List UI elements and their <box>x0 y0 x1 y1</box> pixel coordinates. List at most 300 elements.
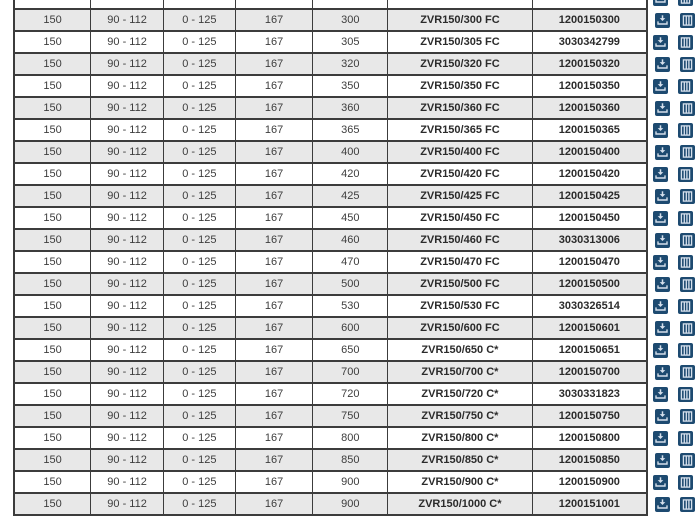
datasheet-button[interactable] <box>680 101 695 116</box>
table-row <box>14 207 699 229</box>
cell-product-name: ZVR150/360 FC <box>388 97 533 119</box>
cell-pressure-range: 90 - 112 <box>91 251 164 273</box>
cell-dn: 150 <box>14 493 91 515</box>
download-icon <box>655 189 670 204</box>
datasheet-button[interactable] <box>678 211 693 226</box>
cell-length: 167 <box>235 493 313 515</box>
row-actions <box>647 339 699 361</box>
cell-temperature-range: 0 - 125 <box>163 427 235 449</box>
datasheet-button[interactable] <box>678 475 693 490</box>
download-button[interactable] <box>655 101 670 116</box>
download-icon <box>653 167 668 182</box>
cell-temperature-range: 0 - 125 <box>163 273 235 295</box>
datasheet-icon <box>678 0 693 6</box>
datasheet-button[interactable] <box>678 431 693 446</box>
cell-size: 600 <box>313 317 388 339</box>
cell-pressure-range: 90 - 112 <box>91 9 164 31</box>
cell-article-number: 1200150320 <box>532 53 647 75</box>
download-button[interactable] <box>655 13 670 28</box>
cell-dn: 150 <box>14 141 91 163</box>
cell-product-name: ZVR150/750 C* <box>388 405 533 427</box>
cell-product-name: ZVR150/420 FC <box>388 163 533 185</box>
download-icon <box>653 299 668 314</box>
cell-dn: 150 <box>14 119 91 141</box>
table-row <box>14 185 699 207</box>
download-button[interactable] <box>655 409 670 424</box>
row-actions <box>647 0 699 9</box>
cell-article-number: 1200150360 <box>532 97 647 119</box>
table-row <box>14 229 699 251</box>
product-table-body <box>14 0 699 515</box>
cell-product-name: ZVR150/450 FC <box>388 207 533 229</box>
datasheet-button[interactable] <box>680 497 695 512</box>
download-icon <box>653 387 668 402</box>
table-row <box>14 251 699 273</box>
datasheet-button[interactable] <box>678 79 693 94</box>
download-icon <box>653 475 668 490</box>
cell-article-number: 1200150800 <box>532 427 647 449</box>
datasheet-icon <box>680 277 695 292</box>
cell-size: 400 <box>313 141 388 163</box>
row-actions <box>647 361 699 383</box>
cell-article-number: 1200151001 <box>532 493 647 515</box>
cell-dn: 150 <box>14 405 91 427</box>
cell-pressure-range <box>91 0 164 9</box>
download-button[interactable] <box>653 0 668 6</box>
cell-dn: 150 <box>14 273 91 295</box>
cell-dn: 150 <box>14 163 91 185</box>
cell-article-number: 1200150365 <box>532 119 647 141</box>
cell-size: 530 <box>313 295 388 317</box>
download-icon <box>653 35 668 50</box>
table-row <box>14 361 699 383</box>
cell-pressure-range: 90 - 112 <box>91 405 164 427</box>
cell-temperature-range <box>163 0 235 9</box>
cell-length: 167 <box>235 251 313 273</box>
cell-product-name: ZVR150/350 FC <box>388 75 533 97</box>
cell-temperature-range: 0 - 125 <box>163 383 235 405</box>
cell-size: 320 <box>313 53 388 75</box>
cell-dn: 150 <box>14 383 91 405</box>
table-row <box>14 53 699 75</box>
datasheet-icon <box>680 409 695 424</box>
table-row <box>14 295 699 317</box>
table-row <box>14 9 699 31</box>
table-row <box>14 163 699 185</box>
datasheet-button[interactable] <box>680 189 695 204</box>
cell-size: 500 <box>313 273 388 295</box>
table-row <box>14 339 699 361</box>
download-button[interactable] <box>655 277 670 292</box>
cell-temperature-range: 0 - 125 <box>163 405 235 427</box>
datasheet-icon <box>678 123 693 138</box>
row-actions <box>647 449 699 471</box>
cell-length: 167 <box>235 97 313 119</box>
cell-length: 167 <box>235 53 313 75</box>
cell-length: 167 <box>235 229 313 251</box>
row-actions <box>647 229 699 251</box>
cell-size: 700 <box>313 361 388 383</box>
cell-article-number: 1200150300 <box>532 9 647 31</box>
download-button[interactable] <box>655 145 670 160</box>
datasheet-icon <box>678 255 693 270</box>
datasheet-icon <box>678 431 693 446</box>
download-icon <box>655 101 670 116</box>
cell-temperature-range: 0 - 125 <box>163 207 235 229</box>
cell-size: 300 <box>313 9 388 31</box>
cell-product-name: ZVR150/460 FC <box>388 229 533 251</box>
cell-article-number: 1200150750 <box>532 405 647 427</box>
cell-size: 350 <box>313 75 388 97</box>
cell-length: 167 <box>235 317 313 339</box>
cell-product-name: ZVR150/800 C* <box>388 427 533 449</box>
cell-pressure-range: 90 - 112 <box>91 427 164 449</box>
cell-product-name: ZVR150/900 C* <box>388 471 533 493</box>
datasheet-icon <box>678 211 693 226</box>
cell-product-name: ZVR150/365 FC <box>388 119 533 141</box>
download-button[interactable] <box>655 365 670 380</box>
row-actions <box>647 251 699 273</box>
cell-temperature-range: 0 - 125 <box>163 471 235 493</box>
cell-product-name: ZVR150/530 FC <box>388 295 533 317</box>
download-icon <box>655 57 670 72</box>
cell-product-name: ZVR150/850 C* <box>388 449 533 471</box>
datasheet-button[interactable] <box>680 233 695 248</box>
cell-length: 167 <box>235 427 313 449</box>
cell-dn: 150 <box>14 31 91 53</box>
table-row <box>14 119 699 141</box>
datasheet-button[interactable] <box>678 0 693 6</box>
cell-article-number <box>532 0 647 9</box>
download-icon <box>655 13 670 28</box>
row-actions <box>647 163 699 185</box>
cell-length: 167 <box>235 449 313 471</box>
download-button[interactable] <box>653 343 668 358</box>
cell-size <box>313 0 388 9</box>
cell-length <box>235 0 313 9</box>
datasheet-button[interactable] <box>678 123 693 138</box>
row-actions <box>647 75 699 97</box>
datasheet-button[interactable] <box>678 35 693 50</box>
cell-pressure-range: 90 - 112 <box>91 317 164 339</box>
cell-dn: 150 <box>14 427 91 449</box>
table-row <box>14 383 699 405</box>
cell-length: 167 <box>235 405 313 427</box>
cell-pressure-range: 90 - 112 <box>91 383 164 405</box>
cell-size: 365 <box>313 119 388 141</box>
cell-pressure-range: 90 - 112 <box>91 339 164 361</box>
cell-article-number: 1200150900 <box>532 471 647 493</box>
cell-temperature-range: 0 - 125 <box>163 141 235 163</box>
cell-temperature-range: 0 - 125 <box>163 295 235 317</box>
table-row <box>14 273 699 295</box>
cell-product-name: ZVR150/320 FC <box>388 53 533 75</box>
cell-article-number: 3030326514 <box>532 295 647 317</box>
row-actions <box>647 317 699 339</box>
cell-length: 167 <box>235 141 313 163</box>
cell-dn: 150 <box>14 97 91 119</box>
download-icon <box>655 233 670 248</box>
cell-temperature-range: 0 - 125 <box>163 339 235 361</box>
cell-dn: 150 <box>14 471 91 493</box>
cell-product-name: ZVR150/600 FC <box>388 317 533 339</box>
cell-product-name: ZVR150/470 FC <box>388 251 533 273</box>
datasheet-button[interactable] <box>680 57 695 72</box>
cell-pressure-range: 90 - 112 <box>91 449 164 471</box>
table-row <box>14 141 699 163</box>
cell-pressure-range: 90 - 112 <box>91 53 164 75</box>
cell-temperature-range: 0 - 125 <box>163 163 235 185</box>
download-button[interactable] <box>655 321 670 336</box>
cell-size: 800 <box>313 427 388 449</box>
cell-dn: 150 <box>14 449 91 471</box>
datasheet-button[interactable] <box>678 299 693 314</box>
cell-temperature-range: 0 - 125 <box>163 97 235 119</box>
datasheet-icon <box>678 475 693 490</box>
datasheet-button[interactable] <box>680 277 695 292</box>
cell-temperature-range: 0 - 125 <box>163 75 235 97</box>
download-button[interactable] <box>653 123 668 138</box>
cell-product-name: ZVR150/300 FC <box>388 9 533 31</box>
download-button[interactable] <box>655 57 670 72</box>
datasheet-icon <box>680 13 695 28</box>
download-icon <box>653 0 668 6</box>
cell-size: 900 <box>313 493 388 515</box>
datasheet-button[interactable] <box>678 343 693 358</box>
row-actions <box>647 31 699 53</box>
datasheet-icon <box>680 453 695 468</box>
cell-product-name: ZVR150/425 FC <box>388 185 533 207</box>
cell-temperature-range: 0 - 125 <box>163 317 235 339</box>
row-actions <box>647 9 699 31</box>
cell-dn: 150 <box>14 251 91 273</box>
cell-dn: 150 <box>14 53 91 75</box>
download-icon <box>653 431 668 446</box>
datasheet-icon <box>680 189 695 204</box>
cell-temperature-range: 0 - 125 <box>163 493 235 515</box>
download-button[interactable] <box>653 431 668 446</box>
cell-length: 167 <box>235 471 313 493</box>
download-icon <box>655 409 670 424</box>
datasheet-icon <box>680 57 695 72</box>
cell-size: 650 <box>313 339 388 361</box>
cell-dn: 150 <box>14 295 91 317</box>
cell-product-name: ZVR150/305 FC <box>388 31 533 53</box>
cell-pressure-range: 90 - 112 <box>91 185 164 207</box>
datasheet-icon <box>680 233 695 248</box>
cell-article-number: 1200150420 <box>532 163 647 185</box>
cell-article-number: 3030342799 <box>532 31 647 53</box>
datasheet-button[interactable] <box>680 409 695 424</box>
download-icon <box>653 211 668 226</box>
download-button[interactable] <box>655 453 670 468</box>
download-button[interactable] <box>653 299 668 314</box>
download-icon <box>655 365 670 380</box>
datasheet-button[interactable] <box>678 387 693 402</box>
table-row <box>14 317 699 339</box>
row-actions <box>647 141 699 163</box>
cell-article-number: 1200150601 <box>532 317 647 339</box>
download-button[interactable] <box>655 497 670 512</box>
cell-pressure-range: 90 - 112 <box>91 493 164 515</box>
datasheet-button[interactable] <box>680 365 695 380</box>
cell-pressure-range: 90 - 112 <box>91 471 164 493</box>
cell-temperature-range: 0 - 125 <box>163 31 235 53</box>
datasheet-icon <box>678 299 693 314</box>
cell-pressure-range: 90 - 112 <box>91 75 164 97</box>
cell-pressure-range: 90 - 112 <box>91 295 164 317</box>
row-actions <box>647 207 699 229</box>
table-row <box>14 31 699 53</box>
cell-article-number: 3030313006 <box>532 229 647 251</box>
download-icon <box>653 79 668 94</box>
cell-temperature-range: 0 - 125 <box>163 229 235 251</box>
download-icon <box>653 255 668 270</box>
cell-dn: 150 <box>14 317 91 339</box>
cell-length: 167 <box>235 339 313 361</box>
cell-article-number: 1200150400 <box>532 141 647 163</box>
datasheet-icon <box>678 387 693 402</box>
datasheet-icon <box>678 167 693 182</box>
cell-article-number: 1200150470 <box>532 251 647 273</box>
download-icon <box>655 497 670 512</box>
download-icon <box>655 277 670 292</box>
cell-pressure-range: 90 - 112 <box>91 119 164 141</box>
table-row <box>14 405 699 427</box>
cell-length: 167 <box>235 31 313 53</box>
cell-pressure-range: 90 - 112 <box>91 207 164 229</box>
product-table <box>13 0 700 516</box>
datasheet-button[interactable] <box>680 453 695 468</box>
cell-size: 460 <box>313 229 388 251</box>
cell-length: 167 <box>235 9 313 31</box>
row-actions <box>647 427 699 449</box>
cell-product-name: ZVR150/1000 C* <box>388 493 533 515</box>
download-button[interactable] <box>653 211 668 226</box>
cell-temperature-range: 0 - 125 <box>163 119 235 141</box>
row-actions <box>647 273 699 295</box>
cell-article-number: 1200150651 <box>532 339 647 361</box>
download-button[interactable] <box>653 475 668 490</box>
cell-pressure-range: 90 - 112 <box>91 361 164 383</box>
table-row <box>14 97 699 119</box>
cell-product-name: ZVR150/500 FC <box>388 273 533 295</box>
cell-temperature-range: 0 - 125 <box>163 251 235 273</box>
download-button[interactable] <box>653 167 668 182</box>
cell-temperature-range: 0 - 125 <box>163 185 235 207</box>
cell-article-number: 1200150500 <box>532 273 647 295</box>
cell-article-number: 1200150700 <box>532 361 647 383</box>
download-button[interactable] <box>653 79 668 94</box>
cell-pressure-range: 90 - 112 <box>91 97 164 119</box>
cell-length: 167 <box>235 119 313 141</box>
cell-dn: 150 <box>14 9 91 31</box>
cell-length: 167 <box>235 295 313 317</box>
table-row <box>14 75 699 97</box>
table-row <box>14 449 699 471</box>
cell-dn: 150 <box>14 339 91 361</box>
cell-dn <box>14 0 91 9</box>
download-icon <box>655 145 670 160</box>
cell-size: 750 <box>313 405 388 427</box>
cell-size: 305 <box>313 31 388 53</box>
cell-size: 900 <box>313 471 388 493</box>
cell-size: 720 <box>313 383 388 405</box>
cell-product-name: ZVR150/400 FC <box>388 141 533 163</box>
download-icon <box>655 321 670 336</box>
cell-length: 167 <box>235 163 313 185</box>
datasheet-icon <box>680 321 695 336</box>
cell-size: 420 <box>313 163 388 185</box>
row-actions <box>647 295 699 317</box>
download-button[interactable] <box>653 387 668 402</box>
download-icon <box>653 343 668 358</box>
datasheet-icon <box>678 35 693 50</box>
cell-article-number: 1200150425 <box>532 185 647 207</box>
row-actions <box>647 185 699 207</box>
cell-pressure-range: 90 - 112 <box>91 229 164 251</box>
cell-temperature-range: 0 - 125 <box>163 9 235 31</box>
row-actions <box>647 97 699 119</box>
cell-product-name <box>388 0 533 9</box>
datasheet-icon <box>680 145 695 160</box>
row-actions <box>647 119 699 141</box>
datasheet-button[interactable] <box>678 255 693 270</box>
datasheet-icon <box>680 497 695 512</box>
cell-dn: 150 <box>14 75 91 97</box>
datasheet-button[interactable] <box>680 145 695 160</box>
datasheet-button[interactable] <box>680 13 695 28</box>
cell-product-name: ZVR150/700 C* <box>388 361 533 383</box>
row-actions <box>647 493 699 515</box>
cell-length: 167 <box>235 207 313 229</box>
cell-length: 167 <box>235 273 313 295</box>
cell-dn: 150 <box>14 207 91 229</box>
download-button[interactable] <box>653 255 668 270</box>
cell-pressure-range: 90 - 112 <box>91 31 164 53</box>
table-row <box>14 471 699 493</box>
cell-size: 425 <box>313 185 388 207</box>
cell-size: 850 <box>313 449 388 471</box>
datasheet-icon <box>680 101 695 116</box>
datasheet-icon <box>678 79 693 94</box>
datasheet-button[interactable] <box>680 321 695 336</box>
cell-dn: 150 <box>14 361 91 383</box>
table-row-partial <box>14 0 699 9</box>
row-actions <box>647 53 699 75</box>
cell-pressure-range: 90 - 112 <box>91 163 164 185</box>
cell-temperature-range: 0 - 125 <box>163 53 235 75</box>
cell-temperature-range: 0 - 125 <box>163 361 235 383</box>
download-icon <box>655 453 670 468</box>
cell-article-number: 3030331823 <box>532 383 647 405</box>
download-button[interactable] <box>653 35 668 50</box>
datasheet-button[interactable] <box>678 167 693 182</box>
cell-temperature-range: 0 - 125 <box>163 449 235 471</box>
row-actions <box>647 471 699 493</box>
download-button[interactable] <box>655 233 670 248</box>
cell-length: 167 <box>235 75 313 97</box>
cell-article-number: 1200150350 <box>532 75 647 97</box>
download-icon <box>653 123 668 138</box>
row-actions <box>647 383 699 405</box>
cell-dn: 150 <box>14 185 91 207</box>
cell-pressure-range: 90 - 112 <box>91 141 164 163</box>
cell-length: 167 <box>235 383 313 405</box>
cell-article-number: 1200150850 <box>532 449 647 471</box>
datasheet-icon <box>680 365 695 380</box>
download-button[interactable] <box>655 189 670 204</box>
